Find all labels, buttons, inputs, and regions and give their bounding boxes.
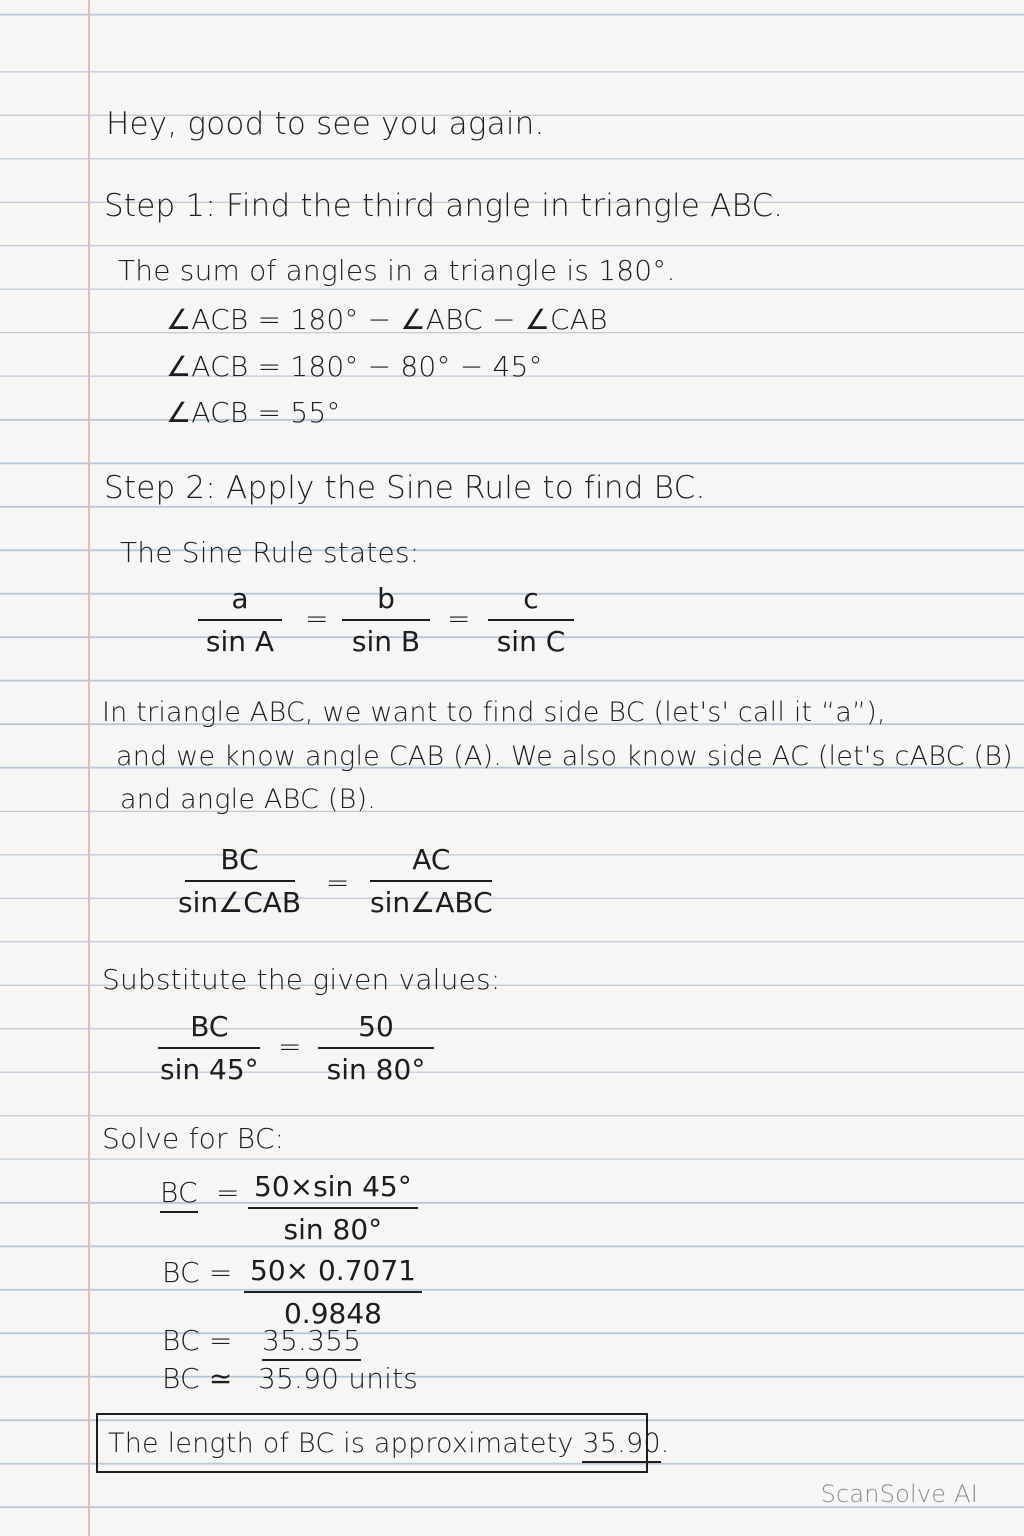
fraction-denominator: sin B [351, 625, 421, 658]
step1-equation-1: ∠ACB = 180° − ∠ABC − ∠CAB [166, 303, 608, 336]
equals-sign: = [447, 602, 471, 635]
substitute-fraction-right [318, 1010, 434, 1086]
fraction-denominator: sin∠CAB [178, 886, 302, 919]
explanation-line-1: In triangle ABC, we want to find side BC (let's' call it “a”), [102, 697, 886, 728]
answer-suffix: . [660, 1428, 670, 1459]
substitute-intro: Substitute the given values: [102, 963, 501, 996]
greeting: Hey, good to see you again. [106, 106, 545, 142]
step2-heading: Step 2: Apply the Sine Rule to find BC. [104, 470, 706, 506]
solve-2-lhs: BC = [162, 1256, 233, 1289]
fraction-denominator: sin C [496, 625, 566, 658]
answer-prefix: The length of BC is approximatety [108, 1428, 574, 1459]
sine-rule-fraction-b [342, 582, 430, 658]
fraction-denominator: sin 80° [326, 1053, 426, 1086]
brand-watermark: ScanSolve AI [820, 1480, 978, 1508]
explanation-line-2: and we know angle CAB (A). We also know side AC (let's cABC (B) [116, 741, 1013, 772]
sine-rule-fraction-c [488, 582, 574, 658]
fraction-denominator: 0.9848 [283, 1297, 382, 1330]
fraction-numerator: a [198, 582, 282, 621]
fraction-numerator: 50 [318, 1010, 434, 1049]
sine-rule-fraction-a [198, 582, 282, 658]
solve-1-lhs: BC [160, 1176, 198, 1213]
solve-2-fraction [244, 1254, 422, 1330]
step1-equation-3: ∠ACB = 55° [166, 396, 341, 429]
fraction-numerator: AC [370, 843, 492, 882]
fraction-numerator: 50×sin 45° [248, 1170, 418, 1209]
solve-4-lhs: BC ≃ [162, 1362, 233, 1395]
fraction-denominator: sin A [205, 625, 275, 658]
fraction-numerator: c [488, 582, 574, 621]
step1-equation-2: ∠ACB = 180° − 80° − 45° [166, 350, 543, 383]
fraction-numerator: BC [158, 1010, 260, 1049]
explanation-line-3: and angle ABC (B). [120, 784, 376, 815]
step1-intro: The sum of angles in a triangle is 180°. [118, 254, 676, 287]
solve-3-result: 35.355 [262, 1324, 361, 1361]
equals-sign: = [326, 866, 350, 899]
fraction-numerator: b [342, 582, 430, 621]
equals-sign: = [278, 1030, 302, 1063]
answer-text [108, 1428, 670, 1459]
ratio-fraction-right [364, 843, 499, 919]
solve-1-equals: = [216, 1176, 240, 1209]
equals-sign: = [305, 602, 329, 635]
solve-3-lhs: BC = [162, 1324, 233, 1357]
answer-value: 35.90 [582, 1428, 660, 1463]
solve-intro: Solve for BC: [102, 1122, 285, 1155]
notebook-margin-line [88, 0, 90, 1536]
solve-4-result: 35.90 units [258, 1362, 419, 1395]
step1-heading: Step 1: Find the third angle in triangle ABC. [104, 188, 784, 224]
fraction-denominator: sin 80° [283, 1213, 383, 1246]
fraction-denominator: sin∠ABC [370, 886, 493, 919]
fraction-numerator: 50× 0.7071 [244, 1254, 422, 1293]
solve-1-fraction [248, 1170, 418, 1246]
substitute-fraction-left [154, 1010, 265, 1086]
ratio-fraction-left [172, 843, 307, 919]
sine-rule-intro: The Sine Rule states: [120, 536, 420, 569]
fraction-denominator: sin 45° [160, 1053, 259, 1086]
fraction-numerator: BC [185, 843, 295, 882]
